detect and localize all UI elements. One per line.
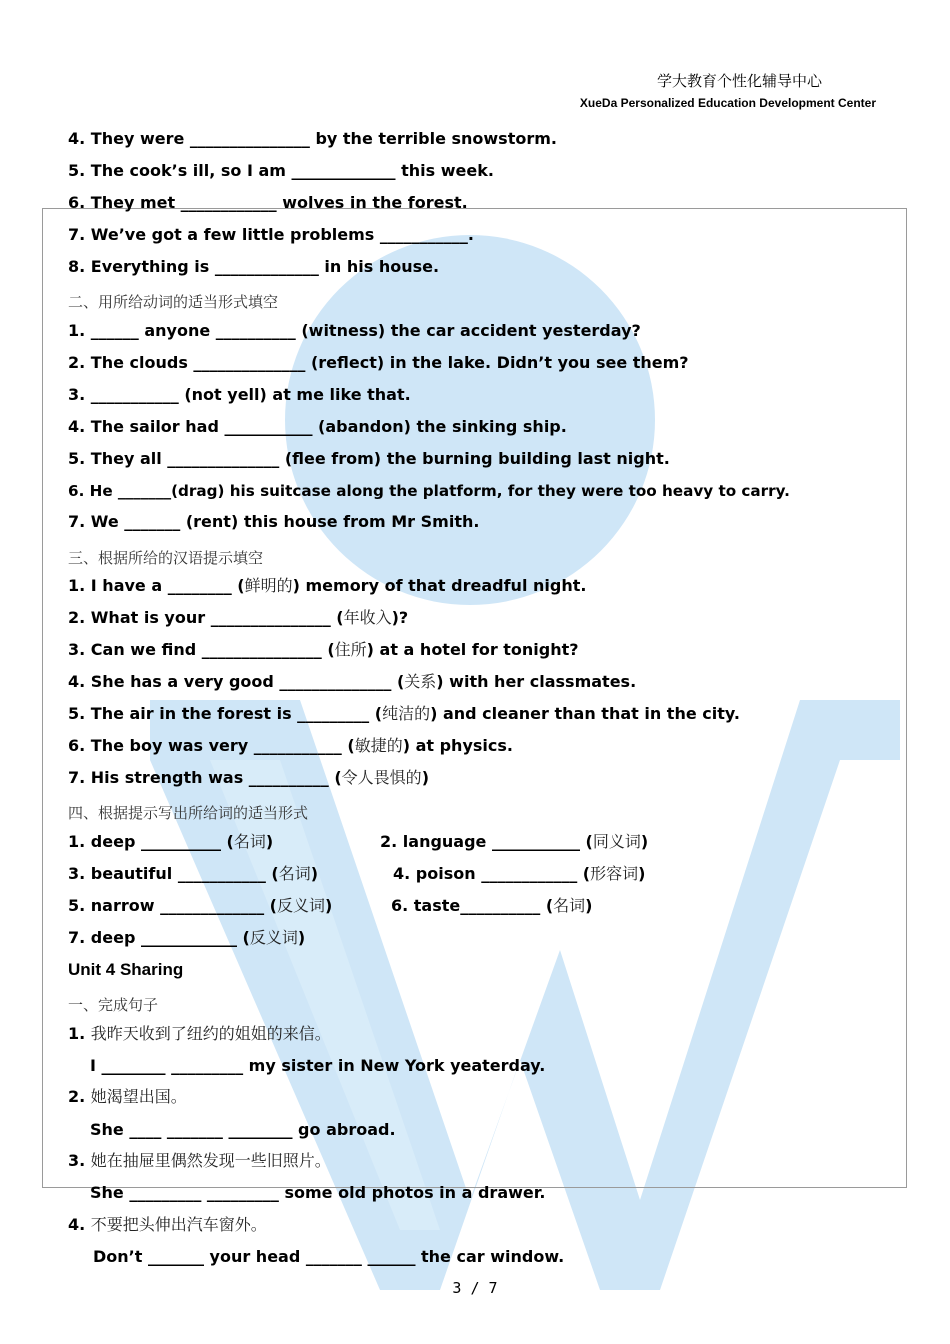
exercise-line: 5. They all ______________ (flee from) the burning building last night. (68, 449, 670, 468)
header-cn-org: 学大教育个性化辅导中心 (656, 72, 822, 90)
exercise-line: She ____ _______ ________ go abroad. (90, 1120, 396, 1139)
exercise-line: 3. Can we find _______________ (住所) at a hotel for tonight? (68, 640, 579, 659)
exercise-line: 1. I have a ________ (鲜明的) memory of that dreadful night. (68, 576, 587, 595)
exercise-prompt: 1. 我昨天收到了纽约的姐姐的来信。 (68, 1024, 331, 1043)
exercise-line: 2. What is your _______________ (年收入)? (68, 608, 409, 627)
exercise-line: 4. She has a very good ______________ (关系) with her classmates. (68, 672, 637, 691)
page-number: 3 / 7 (452, 1279, 498, 1297)
exercise-line: 3. ___________ (not yell) at me like that. (68, 385, 411, 404)
exercise-line: 6. taste__________ (名词) (391, 896, 593, 915)
exercise-line: 2. The clouds ______________ (reflect) in the lake. Didn’t you see them? (68, 353, 689, 372)
exercise-line: 1. deep __________ (名词) (68, 832, 274, 851)
unit-title: Unit 4 Sharing (68, 960, 184, 979)
section-title: 三、根据所给的汉语提示填空 (68, 549, 264, 567)
exercise-prompt: 4. 不要把头伸出汽车窗外。 (68, 1215, 267, 1234)
exercise-line: 1. ______ anyone __________ (witness) the car accident yesterday? (68, 321, 641, 340)
exercise-prompt: 2. 她渴望出国。 (68, 1087, 187, 1106)
section-title: 一、完成句子 (68, 996, 159, 1014)
header-en-org: XueDa Personalized Education Development Center (579, 96, 876, 110)
exercise-line: Don’t _______ your head _______ ______ the car window. (93, 1247, 565, 1266)
exercise-line: I ________ _________ my sister in New York yeaterday. (90, 1056, 546, 1075)
exercise-line: 7. His strength was __________ (令人畏惧的) (68, 768, 429, 787)
exercise-line: 6. They met ____________ wolves in the forest. (68, 193, 468, 212)
exercise-line: 4. The sailor had ___________ (abandon) the sinking ship. (68, 417, 567, 436)
exercise-line: 8. Everything is _____________ in his house. (68, 257, 440, 276)
section-title: 二、用所给动词的适当形式填空 (68, 293, 279, 311)
exercise-line: 5. The air in the forest is _________ (纯洁的) and cleaner than that in the city. (68, 704, 740, 723)
exercise-line: 4. poison ____________ (形容词) (393, 864, 646, 883)
exercise-line: 3. beautiful ___________ (名词) (68, 864, 319, 883)
exercise-line: She _________ _________ some old photos in a drawer. (90, 1183, 546, 1202)
exercise-line: 4. They were _______________ by the terrible snowstorm. (68, 129, 557, 148)
exercise-line: 7. deep ____________ (反义词) (68, 928, 306, 947)
exercise-line: 2. language ___________ (同义词) (380, 832, 649, 851)
exercise-line: 6. The boy was very ___________ (敏捷的) at physics. (68, 736, 513, 755)
section-title: 四、根据提示写出所给词的适当形式 (68, 804, 309, 822)
exercise-line: 5. The cook’s ill, so I am _____________ this week. (68, 161, 494, 180)
exercise-line: 7. We _______ (rent) this house from Mr Smith. (68, 512, 480, 531)
exercise-prompt: 3. 她在抽屉里偶然发现一些旧照片。 (68, 1151, 331, 1170)
exercise-line: 6. He _______(drag) his suitcase along the platform, for they were too heavy to carry. (68, 482, 790, 500)
exercise-line: 5. narrow _____________ (反义词) (68, 896, 333, 915)
exercise-line: 7. We’ve got a few little problems ___________. (68, 225, 474, 244)
